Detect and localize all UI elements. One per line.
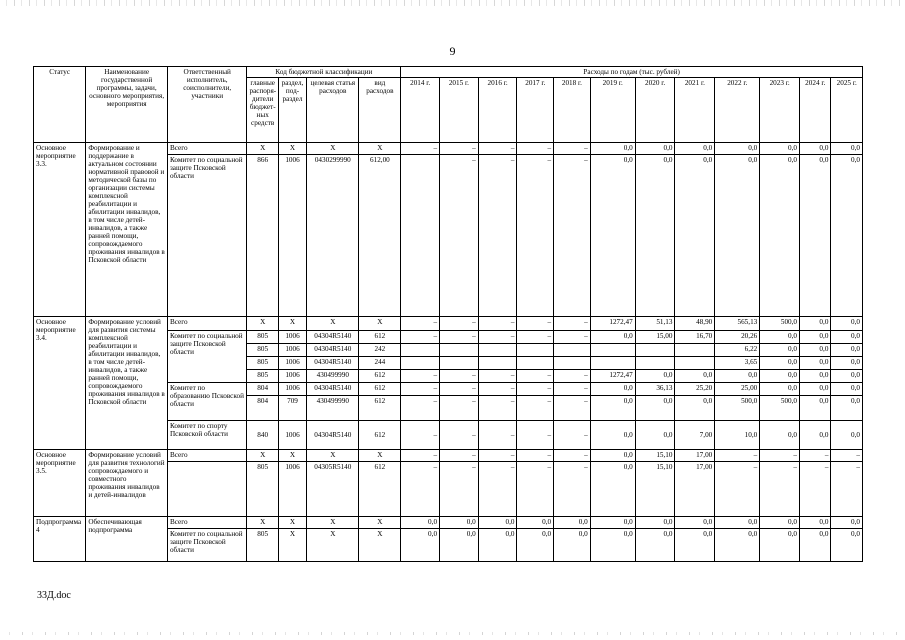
year-value: – <box>401 317 440 331</box>
year-value: 0,0 <box>675 396 715 421</box>
year-value: 0,0 <box>760 383 800 396</box>
year-value: 0,0 <box>635 155 675 317</box>
year-value: 36,13 <box>635 383 675 396</box>
header-year: 2023 г. <box>760 78 800 143</box>
year-value: – <box>478 317 517 331</box>
code-vr: 612 <box>359 421 401 450</box>
year-value: – <box>478 462 517 517</box>
header-expenses: Расходы по годам (тыс. рублей) <box>401 67 863 78</box>
year-value: 0,0 <box>590 529 635 562</box>
year-value: 0,0 <box>517 529 554 562</box>
year-value: 0,0 <box>800 529 831 562</box>
year-value: – <box>554 450 591 462</box>
code-grbs: 804 <box>247 396 278 421</box>
code-rzpr: 1006 <box>278 344 306 357</box>
year-value: – <box>517 143 554 155</box>
code-grbs: 866 <box>247 155 278 317</box>
responsible-cell: Всего <box>167 317 247 331</box>
year-value: 0,0 <box>715 517 760 529</box>
year-value: 0,0 <box>635 396 675 421</box>
budget-table <box>33 66 863 562</box>
responsible-cell: Комитет по социальной защите Псковской области <box>167 155 247 317</box>
header-vr: вид расходов <box>359 78 401 143</box>
year-value: 0,0 <box>760 357 800 370</box>
year-value: – <box>517 462 554 517</box>
year-value: 0,0 <box>590 155 635 317</box>
year-value: – <box>517 155 554 317</box>
year-value: 0,0 <box>590 450 635 462</box>
code-vr: 612 <box>359 383 401 396</box>
scan-noise-bottom <box>0 632 905 635</box>
year-value <box>554 357 591 370</box>
year-value: 0,0 <box>554 517 591 529</box>
year-value: 0,0 <box>760 421 800 450</box>
year-value: – <box>478 450 517 462</box>
year-value <box>401 357 440 370</box>
year-value: 51,13 <box>635 317 675 331</box>
header-budget-code: Код бюджетной классификации <box>247 67 401 78</box>
year-value <box>478 344 517 357</box>
year-value: 0,0 <box>800 344 831 357</box>
year-value: – <box>517 370 554 383</box>
year-value: 0,0 <box>590 331 635 344</box>
year-value: 0,0 <box>401 529 440 562</box>
year-value: 0,0 <box>675 370 715 383</box>
year-value: 0,0 <box>590 143 635 155</box>
year-value <box>440 357 479 370</box>
code-grbs: Х <box>247 517 278 529</box>
year-value: 0,0 <box>554 529 591 562</box>
year-value: – <box>517 396 554 421</box>
code-csr: Х <box>307 143 359 155</box>
document-filename: 33Д.doc <box>37 590 71 601</box>
header-responsible: Ответственный исполнитель, соисполнители, участники <box>167 67 247 143</box>
header-name: Наименование государственной программы, задачи, основного мероприятия, мероприятия <box>86 67 168 143</box>
code-rzpr: 709 <box>278 396 306 421</box>
year-value: – <box>401 396 440 421</box>
year-value <box>590 344 635 357</box>
status-cell: Подпрограмма 4 <box>34 517 86 562</box>
year-value: 500,0 <box>760 317 800 331</box>
year-value: 0,0 <box>800 143 831 155</box>
year-value: 0,0 <box>635 517 675 529</box>
year-value: – <box>478 370 517 383</box>
year-value: 0,0 <box>831 357 863 370</box>
year-value: 0,0 <box>800 517 831 529</box>
year-value: 6,22 <box>715 344 760 357</box>
code-vr: Х <box>359 143 401 155</box>
code-rzpr: Х <box>278 517 306 529</box>
year-value: – <box>440 143 479 155</box>
year-value: – <box>554 155 591 317</box>
code-vr: 242 <box>359 344 401 357</box>
code-rzpr: Х <box>278 143 306 155</box>
year-value: – <box>440 331 479 344</box>
year-value: 25,20 <box>675 383 715 396</box>
code-grbs: 805 <box>247 331 278 344</box>
code-rzpr: 1006 <box>278 357 306 370</box>
code-grbs: 805 <box>247 462 278 517</box>
year-value: 3,65 <box>715 357 760 370</box>
year-value: – <box>760 450 800 462</box>
code-vr: Х <box>359 529 401 562</box>
code-csr: 04304R5140 <box>307 357 359 370</box>
code-rzpr: 1006 <box>278 331 306 344</box>
year-value: 0,0 <box>831 517 863 529</box>
scan-noise-top <box>0 0 905 6</box>
table-row <box>34 450 863 462</box>
code-csr: 430499990 <box>307 396 359 421</box>
year-value: 0,0 <box>831 317 863 331</box>
code-grbs: 805 <box>247 357 278 370</box>
year-value <box>635 344 675 357</box>
year-value: – <box>517 331 554 344</box>
code-grbs: 805 <box>247 370 278 383</box>
year-value: 1272,47 <box>590 370 635 383</box>
year-value: 15,00 <box>635 331 675 344</box>
code-csr: Х <box>307 317 359 331</box>
year-value: – <box>401 450 440 462</box>
header-year: 2016 г. <box>478 78 517 143</box>
year-value: – <box>517 383 554 396</box>
year-value: 0,0 <box>800 396 831 421</box>
page-number: 9 <box>449 44 456 58</box>
year-value: 0,0 <box>675 529 715 562</box>
header-year: 2022 г. <box>715 78 760 143</box>
year-value: – <box>401 143 440 155</box>
year-value <box>675 344 715 357</box>
year-value: – <box>401 331 440 344</box>
code-csr: 04304R5140 <box>307 344 359 357</box>
code-vr: 612 <box>359 396 401 421</box>
code-csr: 04304R5140 <box>307 421 359 450</box>
responsible-cell: Комитет по спорту Псковской области <box>167 421 247 450</box>
header-csr: целевая статья расходов <box>307 78 359 143</box>
responsible-cell: Всего <box>167 517 247 529</box>
year-value: 10,0 <box>715 421 760 450</box>
name-cell: Обеспечивающая подпрограмма <box>86 517 168 562</box>
year-value: 0,0 <box>760 143 800 155</box>
responsible-cell: Всего <box>167 143 247 155</box>
code-rzpr: Х <box>278 529 306 562</box>
code-grbs: Х <box>247 450 278 462</box>
year-value: 0,0 <box>800 357 831 370</box>
year-value: – <box>440 396 479 421</box>
table-row <box>34 317 863 331</box>
year-value <box>478 357 517 370</box>
year-value: 0,0 <box>760 331 800 344</box>
year-value: 0,0 <box>635 529 675 562</box>
code-vr: 612 <box>359 331 401 344</box>
year-value: – <box>401 421 440 450</box>
responsible-cell: Всего <box>167 450 247 462</box>
status-cell: Основное мероприятие 3.3. <box>34 143 86 317</box>
year-value: 0,0 <box>517 517 554 529</box>
year-value: – <box>440 421 479 450</box>
year-value: 0,0 <box>831 143 863 155</box>
year-value: – <box>554 317 591 331</box>
year-value: – <box>517 450 554 462</box>
status-cell: Основное мероприятие 3.4. <box>34 317 86 450</box>
responsible-cell: Комитет по социальной защите Псковской области <box>167 529 247 562</box>
status-cell: Основное мероприятие 3.5. <box>34 450 86 517</box>
name-cell: Формирование условий для развития системы комплексной реабилитации и абилитации инвалидов, в том числе детей-инвалидов, а также ранней помощи, сопровождаемого проживания инвалидов в Псковской области <box>86 317 168 450</box>
year-value: 0,0 <box>831 344 863 357</box>
year-value: 0,0 <box>800 383 831 396</box>
code-csr: 0430299990 <box>307 155 359 317</box>
header-year: 2019 г. <box>590 78 635 143</box>
year-value: 0,0 <box>590 462 635 517</box>
code-rzpr: 1006 <box>278 462 306 517</box>
year-value: – <box>760 462 800 517</box>
year-value: – <box>440 155 479 317</box>
year-value: 0,0 <box>478 529 517 562</box>
year-value: – <box>715 450 760 462</box>
year-value: 7,00 <box>675 421 715 450</box>
year-value <box>401 155 440 317</box>
year-value: – <box>440 462 479 517</box>
year-value: – <box>715 462 760 517</box>
year-value: – <box>517 421 554 450</box>
year-value: – <box>478 396 517 421</box>
code-vr: Х <box>359 317 401 331</box>
year-value: 0,0 <box>635 370 675 383</box>
header-year: 2015 г. <box>440 78 479 143</box>
year-value: 17,00 <box>675 450 715 462</box>
code-csr: 04304R5140 <box>307 331 359 344</box>
year-value: 500,0 <box>760 396 800 421</box>
year-value: – <box>478 143 517 155</box>
year-value: 0,0 <box>760 370 800 383</box>
code-grbs: 804 <box>247 383 278 396</box>
code-csr: Х <box>307 450 359 462</box>
year-value: – <box>831 462 863 517</box>
code-grbs: 840 <box>247 421 278 450</box>
year-value: 48,90 <box>675 317 715 331</box>
responsible-cell: Комитет по социальной защите Псковской области <box>167 331 247 383</box>
header-year: 2024 г. <box>800 78 831 143</box>
year-value: – <box>401 370 440 383</box>
header-year: 2017 г. <box>517 78 554 143</box>
year-value: – <box>831 450 863 462</box>
code-rzpr: 1006 <box>278 383 306 396</box>
year-value: – <box>554 331 591 344</box>
code-csr: Х <box>307 517 359 529</box>
code-csr: 04305R5140 <box>307 462 359 517</box>
year-value: 565,13 <box>715 317 760 331</box>
code-grbs: 805 <box>247 344 278 357</box>
name-cell: Формирование условий для развития технологий сопровождаемого и совместного проживания инвалидов и детей-инвалидов <box>86 450 168 517</box>
year-value: – <box>554 462 591 517</box>
year-value <box>554 344 591 357</box>
year-value: 1272,47 <box>590 317 635 331</box>
year-value <box>590 357 635 370</box>
year-value: – <box>554 370 591 383</box>
year-value: 0,0 <box>590 383 635 396</box>
code-vr: 612 <box>359 370 401 383</box>
year-value: 0,0 <box>635 143 675 155</box>
year-value: 0,0 <box>760 529 800 562</box>
code-vr: 612,00 <box>359 155 401 317</box>
year-value: 15,10 <box>635 462 675 517</box>
year-value: 25,00 <box>715 383 760 396</box>
year-value: – <box>478 331 517 344</box>
year-value: 0,0 <box>800 155 831 317</box>
year-value: 0,0 <box>760 517 800 529</box>
year-value: 0,0 <box>831 331 863 344</box>
year-value: 0,0 <box>831 155 863 317</box>
year-value: 0,0 <box>635 421 675 450</box>
header-status: Статус <box>34 67 86 143</box>
year-value: – <box>800 462 831 517</box>
year-value <box>440 344 479 357</box>
name-cell: Формирование и поддержание в актуальном состоянии нормативной правовой и методической базы по организации системы комплексной реабилитации и абилитации инвалидов, в том числе детей-инвалидов, а также ранней помощи, сопровождаемого проживания инвалидов в Псковской области <box>86 143 168 317</box>
year-value: – <box>478 421 517 450</box>
year-value: 0,0 <box>800 370 831 383</box>
year-value: 0,0 <box>401 517 440 529</box>
year-value: – <box>440 370 479 383</box>
code-csr: 430499990 <box>307 370 359 383</box>
year-value: 0,0 <box>440 529 479 562</box>
year-value: 0,0 <box>800 331 831 344</box>
year-value: 17,00 <box>675 462 715 517</box>
year-value: 500,0 <box>715 396 760 421</box>
year-value: 20,26 <box>715 331 760 344</box>
year-value: – <box>440 450 479 462</box>
header-grbs: главные распоря-дители бюджет-ных средств <box>247 78 278 143</box>
code-rzpr: 1006 <box>278 421 306 450</box>
year-value: 0,0 <box>440 517 479 529</box>
year-value: 0,0 <box>831 370 863 383</box>
header-year: 2021 г. <box>675 78 715 143</box>
year-value: 0,0 <box>715 370 760 383</box>
responsible-cell <box>167 462 247 517</box>
code-vr: Х <box>359 517 401 529</box>
year-value: – <box>478 155 517 317</box>
year-value <box>517 357 554 370</box>
code-rzpr: 1006 <box>278 155 306 317</box>
code-rzpr: 1006 <box>278 370 306 383</box>
year-value: – <box>517 317 554 331</box>
header-rzpr: раздел, под-раздел <box>278 78 306 143</box>
year-value: 0,0 <box>590 421 635 450</box>
code-grbs: Х <box>247 143 278 155</box>
code-vr: Х <box>359 450 401 462</box>
year-value: 0,0 <box>675 155 715 317</box>
year-value: 0,0 <box>831 396 863 421</box>
year-value: – <box>440 317 479 331</box>
year-value: 0,0 <box>715 155 760 317</box>
year-value: – <box>554 143 591 155</box>
table-row <box>34 517 863 529</box>
code-grbs: 805 <box>247 529 278 562</box>
code-vr: 244 <box>359 357 401 370</box>
year-value: – <box>554 383 591 396</box>
year-value: 0,0 <box>590 517 635 529</box>
year-value: 0,0 <box>478 517 517 529</box>
year-value <box>517 344 554 357</box>
code-rzpr: Х <box>278 450 306 462</box>
year-value: – <box>554 421 591 450</box>
code-csr: 04304R5140 <box>307 383 359 396</box>
year-value: 0,0 <box>675 517 715 529</box>
year-value: 0,0 <box>831 383 863 396</box>
year-value: 0,0 <box>715 143 760 155</box>
year-value: 15,10 <box>635 450 675 462</box>
code-rzpr: Х <box>278 317 306 331</box>
year-value: – <box>554 396 591 421</box>
year-value <box>635 357 675 370</box>
year-value: 0,0 <box>675 143 715 155</box>
year-value: 0,0 <box>800 317 831 331</box>
code-grbs: Х <box>247 317 278 331</box>
code-vr: 612 <box>359 462 401 517</box>
year-value: – <box>401 462 440 517</box>
year-value: – <box>800 450 831 462</box>
header-year: 2014 г. <box>401 78 440 143</box>
year-value <box>675 357 715 370</box>
year-value: 0,0 <box>760 155 800 317</box>
table-row <box>34 143 863 155</box>
header-year: 2020 г. <box>635 78 675 143</box>
year-value: – <box>401 383 440 396</box>
year-value: 0,0 <box>760 344 800 357</box>
year-value: 0,0 <box>800 421 831 450</box>
year-value: 0,0 <box>831 529 863 562</box>
year-value <box>401 344 440 357</box>
year-value: 0,0 <box>590 396 635 421</box>
header-year: 2025 г. <box>831 78 863 143</box>
year-value: – <box>440 383 479 396</box>
header-year: 2018 г. <box>554 78 591 143</box>
year-value: 16,70 <box>675 331 715 344</box>
code-csr: Х <box>307 529 359 562</box>
header-row <box>34 67 863 78</box>
responsible-cell: Комитет по образованию Псковской области <box>167 383 247 421</box>
year-value: 0,0 <box>831 421 863 450</box>
year-value: 0,0 <box>715 529 760 562</box>
year-value: – <box>478 383 517 396</box>
